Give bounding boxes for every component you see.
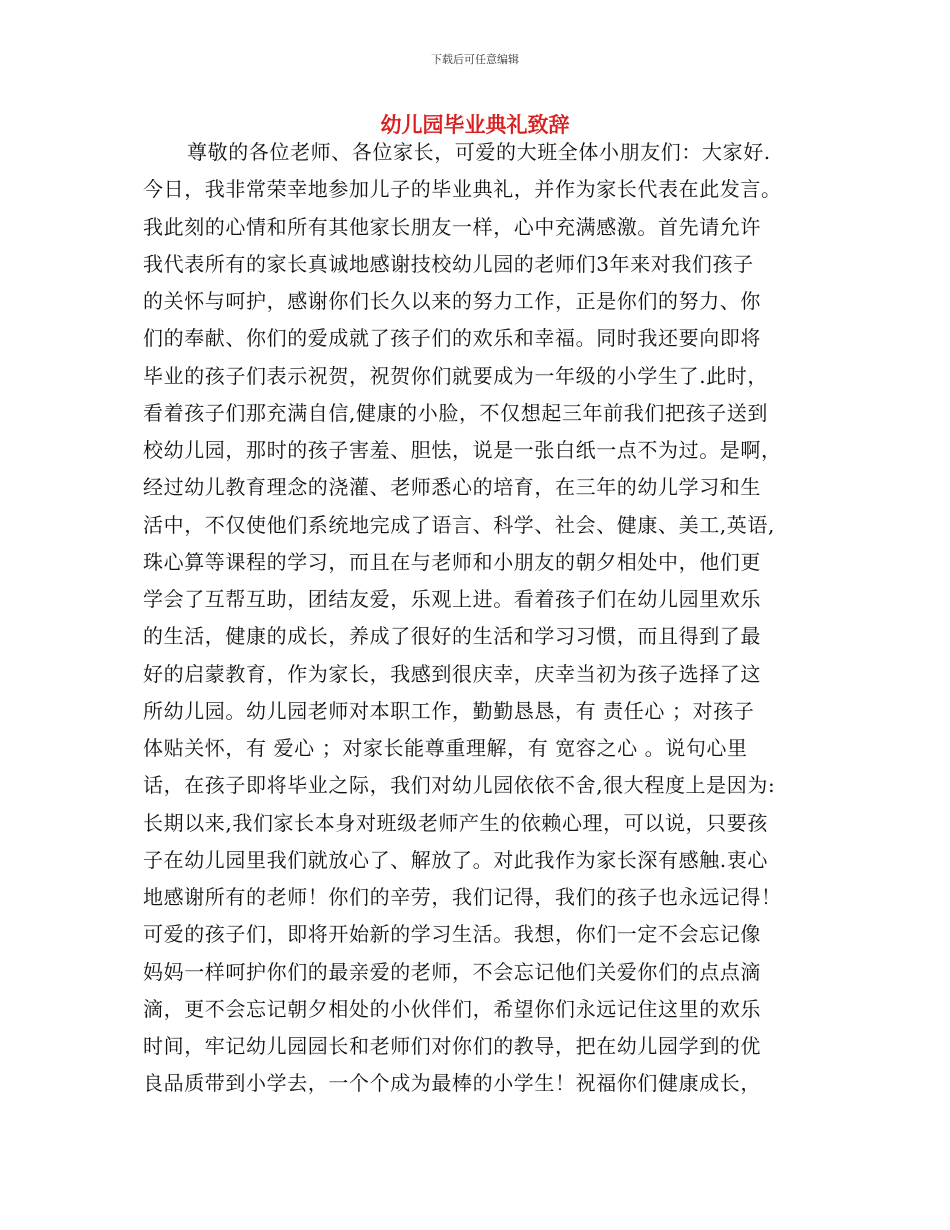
body-line: 好的启蒙教育，作为家长，我感到很庆幸，庆幸当初为孩子选择了这: [143, 661, 761, 686]
body-line: 所幼儿园。幼儿园老师对本职工作，勤勤恳恳，有 责任心 ；对孩子: [143, 698, 755, 723]
body-line: 可爱的孩子们，即将开始新的学习生活。我想，你们一定不会忘记像: [143, 922, 761, 947]
body-line: 看着孩子们那充满自信,健康的小脸，不仅想起三年前我们把孩子送到: [143, 400, 768, 425]
body-line: 滴，更不会忘记朝夕相处的小伙伴们，希望你们永远记住这里的欢乐: [143, 996, 761, 1021]
body-line: 妈妈一样呵护你们的最亲爱的老师，不会忘记他们关爱你们的点点滴: [143, 959, 761, 984]
body-line: 我此刻的心情和所有其他家长朋友一样，心中充满感激。首先请允许: [143, 214, 761, 239]
body-line: 良品质带到小学去，一个个成为最棒的小学生！祝福你们健康成长，: [143, 1071, 761, 1096]
body-line: 体贴关怀，有 爱心 ；对家长能尊重理解，有 宽容之心 。说句心里: [143, 736, 748, 760]
body-line: 地感谢所有的老师！你们的辛劳，我们记得，我们的孩子也永远记得！: [143, 885, 782, 909]
body-line: 校幼儿园，那时的孩子害羞、胆怯，说是一张白纸一点不为过。是啊，: [143, 438, 782, 462]
body-line: 子在幼儿园里我们就放心了、解放了。对此我作为家长深有感触.衷心: [143, 847, 768, 872]
body-line: 长期以来,我们家长本身对班级老师产生的依赖心理，可以说，只要孩: [143, 810, 768, 835]
body-line: 的关怀与呵护，感谢你们长久以来的努力工作，正是你们的努力、你: [143, 289, 761, 313]
body-line: 话，在孩子即将毕业之际，我们对幼儿园依依不舍,很大程度上是因为:: [143, 773, 776, 798]
body-line: 活中，不仅使他们系统地完成了语言、科学、社会、健康、美工,英语,: [143, 512, 775, 537]
body-line: 经过幼儿教育理念的浇灌、老师悉心的培育，在三年的幼儿学习和生: [143, 475, 761, 500]
body-line: 尊敬的各位老师、各位家长，可爱的大班全体小朋友们：大家好.: [187, 140, 771, 164]
body-line: 时间，牢记幼儿园园长和老师们对你们的教导，把在幼儿园学到的优: [143, 1034, 761, 1058]
body-line: 毕业的孩子们表示祝贺，祝贺你们就要成为一年级的小学生了.此时，: [143, 363, 768, 388]
body-line: 们的奉献、你们的爱成就了孩子们的欢乐和幸福。同时我还要向即将: [143, 326, 761, 351]
page-header-note: 下载后可任意编辑: [431, 53, 519, 66]
body-line: 我代表所有的家长真诚地感谢技校幼儿园的老师们3年来对我们孩子: [143, 251, 754, 276]
body-line: 今日，我非常荣幸地参加儿子的毕业典礼，并作为家长代表在此发言。: [143, 177, 782, 202]
body-line: 珠心算等课程的学习，而且在与老师和小朋友的朝夕相处中，他们更: [143, 549, 761, 574]
body-line: 学会了互帮互助，团结友爱，乐观上进。看着孩子们在幼儿园里欢乐: [143, 587, 761, 611]
document-title: 幼儿园毕业典礼致辞: [380, 112, 570, 137]
document-body: [143, 134, 823, 1103]
body-line: 的生活，健康的成长，养成了很好的生活和学习习惯，而且得到了最: [143, 624, 761, 649]
